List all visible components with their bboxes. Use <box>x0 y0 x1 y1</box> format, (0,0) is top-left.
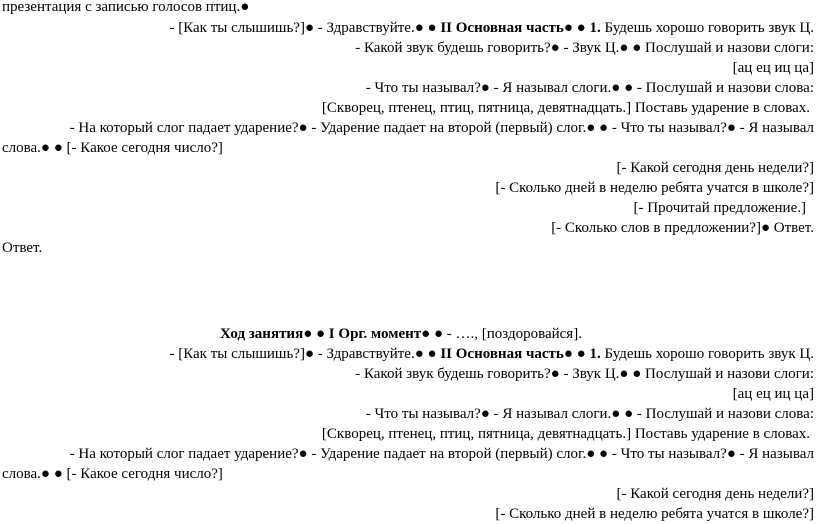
text-line-lesson-heading <box>220 324 582 344</box>
lesson-heading: Ход занятия● ● I Орг. момент● ● <box>220 326 444 342</box>
text-line-weekday-question: [- Какой сегодня день недели?] <box>616 160 814 176</box>
text-line-words-count-question: [- Сколько слов в предложении?]● Ответ. <box>551 220 814 236</box>
text-line-words-2: [Скворец, птенец, птиц, пятница, девятнадцать.] Поставь ударение в словах. <box>321 426 810 442</box>
text-line-date-question-2: слова.● ● [- Какое сегодня число?] <box>2 466 223 482</box>
text-line-intro: презентация с записью голосов птиц.● <box>2 0 250 15</box>
text-line-words: [Скворец, птенец, птиц, пятница, девятнадцать.] Поставь ударение в словах. <box>321 100 810 116</box>
text-line-stress-question: - На который слог падает ударение?● - Ударение падает на второй (первый) слог.● ● - Что ты называл?● - Я называл <box>69 120 814 136</box>
sound-task-text-2: Будешь хорошо говорить звук Ц. <box>600 346 814 362</box>
text-line-syllables-2: [ац ец иц ца] <box>732 386 814 402</box>
text-line-greeting <box>169 18 814 38</box>
greeting-instruction: - …., [поздоровайся]. <box>443 326 582 342</box>
greeting-text: - [Как ты слышишь?]● - Здравствуйте.● ● <box>169 20 441 36</box>
text-line-weekday-question-2: [- Какой сегодня день недели?] <box>616 486 814 502</box>
text-line-read-sentence: [- Прочитай предложение.] <box>633 200 806 216</box>
text-line-school-days-question: [- Сколько дней в неделю ребята учатся в школе?] <box>495 180 814 196</box>
greeting-text-2: - [Как ты слышишь?]● - Здравствуйте.● ● <box>169 346 441 362</box>
text-line-sound-question-2: - Какой звук будешь говорить?● - Звук Ц.● ● Послушай и назови слоги: <box>355 366 814 382</box>
text-line-school-days-question-2: [- Сколько дней в неделю ребята учатся в школе?] <box>495 506 814 522</box>
sound-task-text: Будешь хорошо говорить звук Ц. <box>600 20 814 36</box>
main-part-heading-2: II Основная часть● ● 1. <box>440 346 601 362</box>
text-line-what-named-2: - Что ты называл?● - Я называл слоги.● ● - Послушай и назови слова: <box>365 406 814 422</box>
text-line-date-question: слова.● ● [- Какое сегодня число?] <box>2 140 223 156</box>
text-line-answer: Ответ. <box>2 240 43 256</box>
text-line-stress-question-2: - На который слог падает ударение?● - Ударение падает на второй (первый) слог.● ● - Что ты называл?● - Я называл <box>69 446 814 462</box>
main-part-heading: II Основная часть● ● 1. <box>440 20 601 36</box>
text-line-syllables: [ац ец иц ца] <box>732 60 814 76</box>
text-line-greeting-2 <box>169 344 814 364</box>
text-line-sound-question: - Какой звук будешь говорить?● - Звук Ц.● ● Послушай и назови слоги: <box>355 40 814 56</box>
text-line-what-named: - Что ты называл?● - Я называл слоги.● ● - Послушай и назови слова: <box>365 80 814 96</box>
